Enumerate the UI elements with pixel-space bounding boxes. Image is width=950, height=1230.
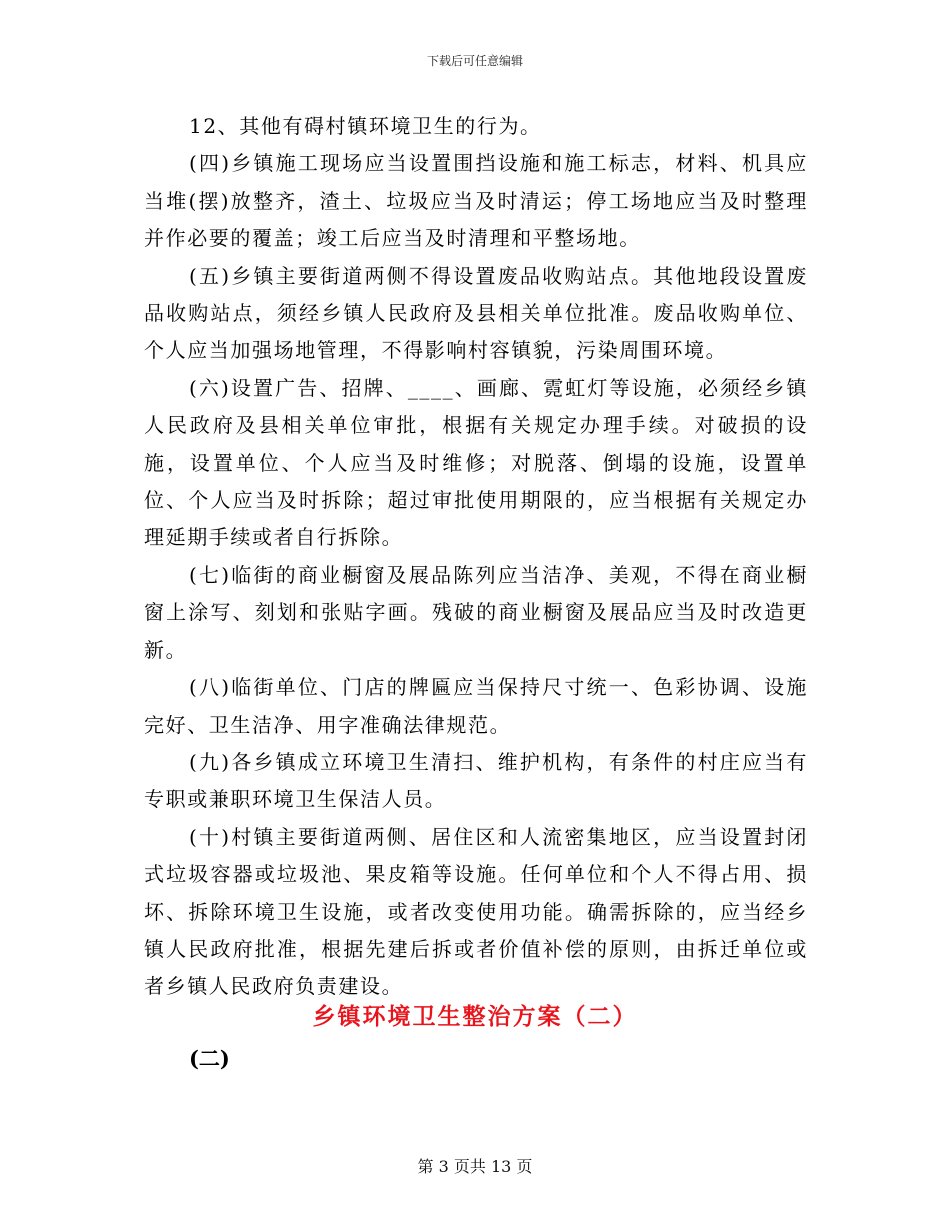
- paragraph-cleaning-agency: (九)各乡镇成立环境卫生清扫、维护机构，有条件的村庄应当有专职或兼职环境卫生保洁人员。: [144, 749, 808, 812]
- header-note: 下载后可任意编辑: [426, 54, 523, 68]
- paragraph-waste-stations: (五)乡镇主要街道两侧不得设置废品收购站点。其他地段设置废品收购站点，须经乡镇人民政府及县相关单位批准。废品收购单位、个人应当加强场地管理，不得影响村容镇貌，污染周围环境。: [144, 263, 808, 363]
- paragraph-item-12: 12、其他有碍村镇环境卫生的行为。: [189, 114, 542, 138]
- paragraph-sanitation-facilities: (十)村镇主要街道两侧、居住区和人流密集地区，应当设置封闭式垃圾容器或垃圾池、果皮箱等设施。任何单位和个人不得占用、损坏、拆除环境卫生设施，或者改变使用功能。确需拆除的，应当经乡镇人民政府批准，根据先建后拆或者价值补偿的原则，由拆迁单位或者乡镇人民政府负责建设。: [144, 824, 808, 999]
- paragraph-advertising: (六)设置广告、招牌、____、画廊、霓虹灯等设施，必须经乡镇人民政府及县相关单位审批，根据有关规定办理手续。对破损的设施，设置单位、个人应当及时维修；对脱落、倒塌的设施，设置单位、个人应当及时拆除；超过审批使用期限的，应当根据有关规定办理延期手续或者自行拆除。: [144, 375, 808, 550]
- paragraph-construction-site: (四)乡镇施工现场应当设置围挡设施和施工标志，材料、机具应当堆(摆)放整齐，渣土、垃圾应当及时清运；停工场地应当及时整理并作必要的覆盖；竣工后应当及时清理和平整场地。: [144, 151, 808, 251]
- sub-heading: (二): [189, 1046, 230, 1071]
- paragraph-signboards: (八)临街单位、门店的牌匾应当保持尺寸统一、色彩协调、设施完好、卫生洁净、用字准确法律规范。: [144, 675, 808, 737]
- document-body: [144, 108, 808, 1006]
- paragraph-shop-windows: (七)临街的商业橱窗及展品陈列应当洁净、美观，不得在商业橱窗上涂写、刻划和张贴字画。残破的商业橱窗及展品应当及时改造更新。: [144, 562, 808, 662]
- page-number: 第 3 页共 13 页: [417, 1157, 533, 1176]
- section-title: 乡镇环境卫生整治方案（二）: [312, 1003, 638, 1030]
